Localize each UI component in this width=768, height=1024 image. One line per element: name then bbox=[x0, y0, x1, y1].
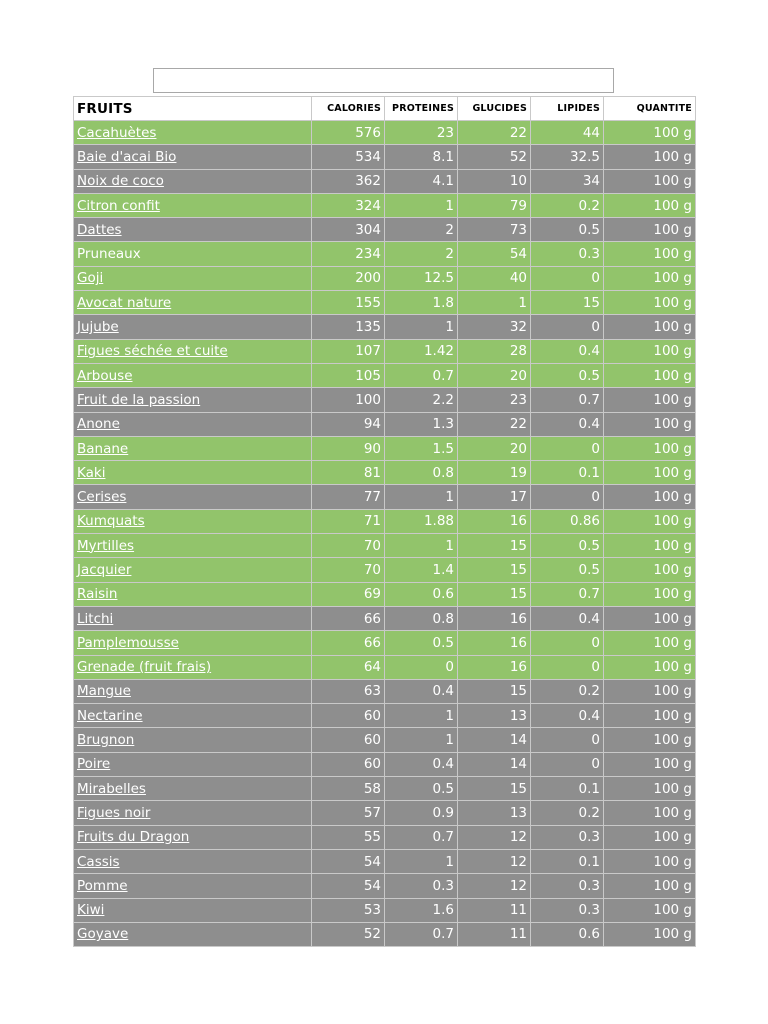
table-row bbox=[74, 169, 696, 193]
fruit-link[interactable]: Pomme bbox=[77, 877, 128, 894]
fruit-name-cell[interactable] bbox=[74, 825, 312, 849]
fruit-name-cell[interactable] bbox=[74, 874, 312, 898]
glucides-cell: 54 bbox=[458, 242, 531, 266]
fruit-link[interactable]: Cassis bbox=[77, 853, 120, 870]
proteines-cell: 0.7 bbox=[385, 363, 458, 387]
fruit-name-cell[interactable] bbox=[74, 388, 312, 412]
quantite-cell: 100 g bbox=[604, 922, 696, 946]
proteines-cell: 0.5 bbox=[385, 777, 458, 801]
quantite-cell: 100 g bbox=[604, 436, 696, 460]
fruit-link[interactable]: Jacquier bbox=[77, 561, 132, 578]
table-row bbox=[74, 485, 696, 509]
glucides-cell: 40 bbox=[458, 266, 531, 290]
table-row bbox=[74, 509, 696, 533]
quantite-cell: 100 g bbox=[604, 315, 696, 339]
fruit-link[interactable]: Avocat nature bbox=[77, 294, 172, 311]
fruit-name-cell[interactable] bbox=[74, 461, 312, 485]
glucides-cell: 73 bbox=[458, 218, 531, 242]
fruit-name-cell bbox=[74, 242, 312, 266]
quantite-cell: 100 g bbox=[604, 388, 696, 412]
fruit-link[interactable]: Poire bbox=[77, 756, 111, 773]
proteines-cell: 1.42 bbox=[385, 339, 458, 363]
quantite-cell: 100 g bbox=[604, 825, 696, 849]
lipides-cell: 0.2 bbox=[531, 801, 604, 825]
glucides-cell: 16 bbox=[458, 655, 531, 679]
fruit-link[interactable]: Kiwi bbox=[77, 902, 105, 919]
proteines-cell: 1.8 bbox=[385, 291, 458, 315]
glucides-cell: 23 bbox=[458, 388, 531, 412]
proteines-cell: 4.1 bbox=[385, 169, 458, 193]
quantite-cell: 100 g bbox=[604, 485, 696, 509]
fruit-name-cell[interactable] bbox=[74, 291, 312, 315]
proteines-cell: 1 bbox=[385, 728, 458, 752]
table-row bbox=[74, 436, 696, 460]
lipides-cell: 0 bbox=[531, 266, 604, 290]
lipides-cell: 0.1 bbox=[531, 849, 604, 873]
quantite-cell: 100 g bbox=[604, 777, 696, 801]
table-row bbox=[74, 825, 696, 849]
lipides-cell: 0.5 bbox=[531, 534, 604, 558]
lipides-cell: 32.5 bbox=[531, 145, 604, 169]
calories-cell: 57 bbox=[312, 801, 385, 825]
glucides-cell: 19 bbox=[458, 461, 531, 485]
lipides-cell: 0.5 bbox=[531, 558, 604, 582]
fruit-name-cell[interactable] bbox=[74, 679, 312, 703]
glucides-cell: 13 bbox=[458, 704, 531, 728]
fruit-name-cell[interactable] bbox=[74, 606, 312, 630]
table-row bbox=[74, 315, 696, 339]
fruit-link[interactable]: Figues séchée et cuite bbox=[77, 343, 228, 360]
quantite-cell: 100 g bbox=[604, 582, 696, 606]
calories-cell: 58 bbox=[312, 777, 385, 801]
quantite-cell: 100 g bbox=[604, 145, 696, 169]
quantite-cell: 100 g bbox=[604, 193, 696, 217]
fruit-link[interactable]: Arbouse bbox=[77, 367, 133, 384]
calories-cell: 324 bbox=[312, 193, 385, 217]
proteines-cell: 2 bbox=[385, 242, 458, 266]
fruit-link[interactable]: Figues noir bbox=[77, 804, 151, 821]
lipides-cell: 0.4 bbox=[531, 704, 604, 728]
header-proteines: PROTEINES bbox=[385, 97, 458, 121]
fruit-name-cell[interactable] bbox=[74, 777, 312, 801]
fruit-link[interactable]: Cacahuètes bbox=[77, 124, 157, 141]
fruit-name-cell[interactable] bbox=[74, 801, 312, 825]
proteines-cell: 0.3 bbox=[385, 874, 458, 898]
quantite-cell: 100 g bbox=[604, 242, 696, 266]
glucides-cell: 10 bbox=[458, 169, 531, 193]
fruit-name-cell[interactable] bbox=[74, 485, 312, 509]
glucides-cell: 17 bbox=[458, 485, 531, 509]
lipides-cell: 0.3 bbox=[531, 898, 604, 922]
fruit-link[interactable]: Mangue bbox=[77, 683, 131, 700]
lipides-cell: 0.4 bbox=[531, 339, 604, 363]
fruit-nutrition-table bbox=[73, 96, 696, 947]
glucides-cell: 16 bbox=[458, 606, 531, 630]
fruit-link[interactable]: Grenade (fruit frais) bbox=[77, 659, 212, 676]
table-row bbox=[74, 704, 696, 728]
calories-cell: 64 bbox=[312, 655, 385, 679]
glucides-cell: 52 bbox=[458, 145, 531, 169]
quantite-cell: 100 g bbox=[604, 266, 696, 290]
quantite-cell: 100 g bbox=[604, 849, 696, 873]
proteines-cell: 0.4 bbox=[385, 752, 458, 776]
glucides-cell: 12 bbox=[458, 849, 531, 873]
proteines-cell: 23 bbox=[385, 121, 458, 145]
proteines-cell: 1 bbox=[385, 534, 458, 558]
lipides-cell: 0.2 bbox=[531, 193, 604, 217]
glucides-cell: 16 bbox=[458, 631, 531, 655]
calories-cell: 54 bbox=[312, 849, 385, 873]
lipides-cell: 0.4 bbox=[531, 606, 604, 630]
proteines-cell: 1 bbox=[385, 193, 458, 217]
calories-cell: 63 bbox=[312, 679, 385, 703]
fruit-link[interactable]: Cerises bbox=[77, 489, 127, 506]
quantite-cell: 100 g bbox=[604, 534, 696, 558]
quantite-cell: 100 g bbox=[604, 631, 696, 655]
proteines-cell: 1.88 bbox=[385, 509, 458, 533]
calories-cell: 200 bbox=[312, 266, 385, 290]
glucides-cell: 32 bbox=[458, 315, 531, 339]
fruit-name-cell[interactable] bbox=[74, 169, 312, 193]
header-fruits: FRUITS bbox=[74, 97, 312, 121]
glucides-cell: 28 bbox=[458, 339, 531, 363]
lipides-cell: 0.7 bbox=[531, 582, 604, 606]
table-row bbox=[74, 242, 696, 266]
quantite-cell: 100 g bbox=[604, 704, 696, 728]
proteines-cell: 12.5 bbox=[385, 266, 458, 290]
table-row bbox=[74, 655, 696, 679]
glucides-cell: 1 bbox=[458, 291, 531, 315]
glucides-cell: 22 bbox=[458, 121, 531, 145]
table-row bbox=[74, 363, 696, 387]
calories-cell: 60 bbox=[312, 752, 385, 776]
glucides-cell: 13 bbox=[458, 801, 531, 825]
calories-cell: 70 bbox=[312, 558, 385, 582]
calories-cell: 100 bbox=[312, 388, 385, 412]
fruit-name-cell[interactable] bbox=[74, 145, 312, 169]
glucides-cell: 15 bbox=[458, 679, 531, 703]
glucides-cell: 15 bbox=[458, 777, 531, 801]
quantite-cell: 100 g bbox=[604, 339, 696, 363]
table-row bbox=[74, 874, 696, 898]
lipides-cell: 0.1 bbox=[531, 461, 604, 485]
glucides-cell: 11 bbox=[458, 922, 531, 946]
calories-cell: 54 bbox=[312, 874, 385, 898]
calories-cell: 69 bbox=[312, 582, 385, 606]
quantite-cell: 100 g bbox=[604, 679, 696, 703]
calories-cell: 155 bbox=[312, 291, 385, 315]
table-row bbox=[74, 679, 696, 703]
calories-cell: 60 bbox=[312, 704, 385, 728]
glucides-cell: 12 bbox=[458, 825, 531, 849]
fruit-name-cell[interactable] bbox=[74, 412, 312, 436]
fruit-name-cell[interactable] bbox=[74, 509, 312, 533]
glucides-cell: 15 bbox=[458, 558, 531, 582]
fruit-link[interactable]: Litchi bbox=[77, 610, 114, 627]
table-row bbox=[74, 606, 696, 630]
calories-cell: 304 bbox=[312, 218, 385, 242]
quantite-cell: 100 g bbox=[604, 121, 696, 145]
fruit-name-cell[interactable] bbox=[74, 631, 312, 655]
table-row bbox=[74, 777, 696, 801]
glucides-cell: 14 bbox=[458, 728, 531, 752]
glucides-cell: 20 bbox=[458, 363, 531, 387]
proteines-cell: 0.7 bbox=[385, 922, 458, 946]
proteines-cell: 0.7 bbox=[385, 825, 458, 849]
fruit-link[interactable]: Fruits du Dragon bbox=[77, 829, 190, 846]
fruit-link[interactable]: Citron confit bbox=[77, 197, 160, 214]
table-title-box bbox=[153, 68, 614, 93]
fruit-name-cell[interactable] bbox=[74, 363, 312, 387]
proteines-cell: 0 bbox=[385, 655, 458, 679]
lipides-cell: 0 bbox=[531, 752, 604, 776]
calories-cell: 105 bbox=[312, 363, 385, 387]
fruit-link[interactable]: Noix de coco bbox=[77, 173, 164, 190]
glucides-cell: 15 bbox=[458, 582, 531, 606]
quantite-cell: 100 g bbox=[604, 655, 696, 679]
table-row bbox=[74, 266, 696, 290]
quantite-cell: 100 g bbox=[604, 898, 696, 922]
proteines-cell: 1.5 bbox=[385, 436, 458, 460]
calories-cell: 94 bbox=[312, 412, 385, 436]
fruit-link[interactable]: Brugnon bbox=[77, 732, 135, 749]
fruit-name-cell[interactable] bbox=[74, 752, 312, 776]
table-row bbox=[74, 582, 696, 606]
table-row bbox=[74, 558, 696, 582]
fruit-link[interactable]: Nectarine bbox=[77, 707, 143, 724]
lipides-cell: 15 bbox=[531, 291, 604, 315]
fruit-name-cell[interactable] bbox=[74, 655, 312, 679]
proteines-cell: 0.9 bbox=[385, 801, 458, 825]
quantite-cell: 100 g bbox=[604, 874, 696, 898]
proteines-cell: 1 bbox=[385, 849, 458, 873]
quantite-cell: 100 g bbox=[604, 169, 696, 193]
proteines-cell: 2 bbox=[385, 218, 458, 242]
calories-cell: 534 bbox=[312, 145, 385, 169]
table-row bbox=[74, 728, 696, 752]
header-lipides: LIPIDES bbox=[531, 97, 604, 121]
lipides-cell: 0 bbox=[531, 485, 604, 509]
fruit-link[interactable]: Fruit de la passion bbox=[77, 391, 201, 408]
fruit-link[interactable]: Kaki bbox=[77, 464, 106, 481]
calories-cell: 66 bbox=[312, 631, 385, 655]
table-row bbox=[74, 193, 696, 217]
fruit-name-cell[interactable] bbox=[74, 121, 312, 145]
fruit-link[interactable]: Jujube bbox=[77, 319, 119, 336]
header-calories: CALORIES bbox=[312, 97, 385, 121]
table-row bbox=[74, 291, 696, 315]
calories-cell: 52 bbox=[312, 922, 385, 946]
fruit-link[interactable]: Anone bbox=[77, 416, 120, 433]
fruit-link[interactable]: Mirabelles bbox=[77, 780, 146, 797]
proteines-cell: 2.2 bbox=[385, 388, 458, 412]
lipides-cell: 0.6 bbox=[531, 922, 604, 946]
quantite-cell: 100 g bbox=[604, 461, 696, 485]
lipides-cell: 0.3 bbox=[531, 825, 604, 849]
calories-cell: 70 bbox=[312, 534, 385, 558]
fruit-link[interactable]: Dattes bbox=[77, 221, 122, 238]
table-header-row bbox=[74, 97, 696, 121]
calories-cell: 60 bbox=[312, 728, 385, 752]
fruit-name-cell[interactable] bbox=[74, 922, 312, 946]
fruit-link[interactable]: Banane bbox=[77, 440, 129, 457]
table-row bbox=[74, 218, 696, 242]
fruit-name-cell[interactable] bbox=[74, 704, 312, 728]
lipides-cell: 0.2 bbox=[531, 679, 604, 703]
proteines-cell: 1.3 bbox=[385, 412, 458, 436]
quantite-cell: 100 g bbox=[604, 363, 696, 387]
quantite-cell: 100 g bbox=[604, 558, 696, 582]
fruit-name-cell[interactable] bbox=[74, 266, 312, 290]
proteines-cell: 0.8 bbox=[385, 461, 458, 485]
quantite-cell: 100 g bbox=[604, 606, 696, 630]
glucides-cell: 11 bbox=[458, 898, 531, 922]
table-row bbox=[74, 534, 696, 558]
fruit-name-cell[interactable] bbox=[74, 339, 312, 363]
fruit-label: Pruneaux bbox=[77, 246, 141, 263]
calories-cell: 77 bbox=[312, 485, 385, 509]
proteines-cell: 1 bbox=[385, 315, 458, 339]
proteines-cell: 0.5 bbox=[385, 631, 458, 655]
fruit-name-cell[interactable] bbox=[74, 849, 312, 873]
table-row bbox=[74, 631, 696, 655]
fruit-name-cell[interactable] bbox=[74, 193, 312, 217]
proteines-cell: 0.4 bbox=[385, 679, 458, 703]
quantite-cell: 100 g bbox=[604, 509, 696, 533]
quantite-cell: 100 g bbox=[604, 412, 696, 436]
table-row bbox=[74, 461, 696, 485]
fruit-link[interactable]: Raisin bbox=[77, 586, 118, 603]
quantite-cell: 100 g bbox=[604, 801, 696, 825]
lipides-cell: 0.5 bbox=[531, 363, 604, 387]
calories-cell: 362 bbox=[312, 169, 385, 193]
lipides-cell: 0 bbox=[531, 436, 604, 460]
glucides-cell: 79 bbox=[458, 193, 531, 217]
lipides-cell: 0 bbox=[531, 655, 604, 679]
calories-cell: 234 bbox=[312, 242, 385, 266]
table-row bbox=[74, 922, 696, 946]
table-row bbox=[74, 145, 696, 169]
proteines-cell: 0.8 bbox=[385, 606, 458, 630]
fruit-name-cell[interactable] bbox=[74, 315, 312, 339]
lipides-cell: 0.5 bbox=[531, 218, 604, 242]
fruit-name-cell[interactable] bbox=[74, 436, 312, 460]
calories-cell: 81 bbox=[312, 461, 385, 485]
header-quantite: QUANTITE bbox=[604, 97, 696, 121]
table-row bbox=[74, 752, 696, 776]
proteines-cell: 1.6 bbox=[385, 898, 458, 922]
table-row bbox=[74, 801, 696, 825]
calories-cell: 55 bbox=[312, 825, 385, 849]
fruit-name-cell[interactable] bbox=[74, 558, 312, 582]
quantite-cell: 100 g bbox=[604, 752, 696, 776]
quantite-cell: 100 g bbox=[604, 218, 696, 242]
table-row bbox=[74, 339, 696, 363]
glucides-cell: 20 bbox=[458, 436, 531, 460]
glucides-cell: 14 bbox=[458, 752, 531, 776]
lipides-cell: 0.7 bbox=[531, 388, 604, 412]
glucides-cell: 16 bbox=[458, 509, 531, 533]
lipides-cell: 0 bbox=[531, 315, 604, 339]
fruit-link[interactable]: Baie d'acai Bio bbox=[77, 148, 177, 165]
lipides-cell: 44 bbox=[531, 121, 604, 145]
quantite-cell: 100 g bbox=[604, 728, 696, 752]
calories-cell: 107 bbox=[312, 339, 385, 363]
fruit-link[interactable]: Goji bbox=[77, 270, 104, 287]
fruit-name-cell[interactable] bbox=[74, 534, 312, 558]
lipides-cell: 0 bbox=[531, 631, 604, 655]
fruit-link[interactable]: Pamplemousse bbox=[77, 634, 179, 651]
proteines-cell: 1.4 bbox=[385, 558, 458, 582]
table-row bbox=[74, 849, 696, 873]
table-row bbox=[74, 898, 696, 922]
fruit-link[interactable]: Myrtilles bbox=[77, 537, 135, 554]
calories-cell: 71 bbox=[312, 509, 385, 533]
table-row bbox=[74, 121, 696, 145]
proteines-cell: 8.1 bbox=[385, 145, 458, 169]
lipides-cell: 0.86 bbox=[531, 509, 604, 533]
fruit-name-cell[interactable] bbox=[74, 898, 312, 922]
glucides-cell: 12 bbox=[458, 874, 531, 898]
table-row bbox=[74, 388, 696, 412]
table-row bbox=[74, 412, 696, 436]
lipides-cell: 34 bbox=[531, 169, 604, 193]
calories-cell: 53 bbox=[312, 898, 385, 922]
fruit-link[interactable]: Goyave bbox=[77, 926, 129, 943]
glucides-cell: 22 bbox=[458, 412, 531, 436]
calories-cell: 135 bbox=[312, 315, 385, 339]
fruit-name-cell[interactable] bbox=[74, 582, 312, 606]
calories-cell: 90 bbox=[312, 436, 385, 460]
fruit-name-cell[interactable] bbox=[74, 728, 312, 752]
lipides-cell: 0.3 bbox=[531, 874, 604, 898]
fruit-link[interactable]: Kumquats bbox=[77, 513, 145, 530]
lipides-cell: 0.3 bbox=[531, 242, 604, 266]
lipides-cell: 0.1 bbox=[531, 777, 604, 801]
calories-cell: 66 bbox=[312, 606, 385, 630]
header-glucides: GLUCIDES bbox=[458, 97, 531, 121]
quantite-cell: 100 g bbox=[604, 291, 696, 315]
calories-cell: 576 bbox=[312, 121, 385, 145]
proteines-cell: 1 bbox=[385, 485, 458, 509]
proteines-cell: 1 bbox=[385, 704, 458, 728]
lipides-cell: 0.4 bbox=[531, 412, 604, 436]
proteines-cell: 0.6 bbox=[385, 582, 458, 606]
lipides-cell: 0 bbox=[531, 728, 604, 752]
glucides-cell: 15 bbox=[458, 534, 531, 558]
fruit-name-cell[interactable] bbox=[74, 218, 312, 242]
